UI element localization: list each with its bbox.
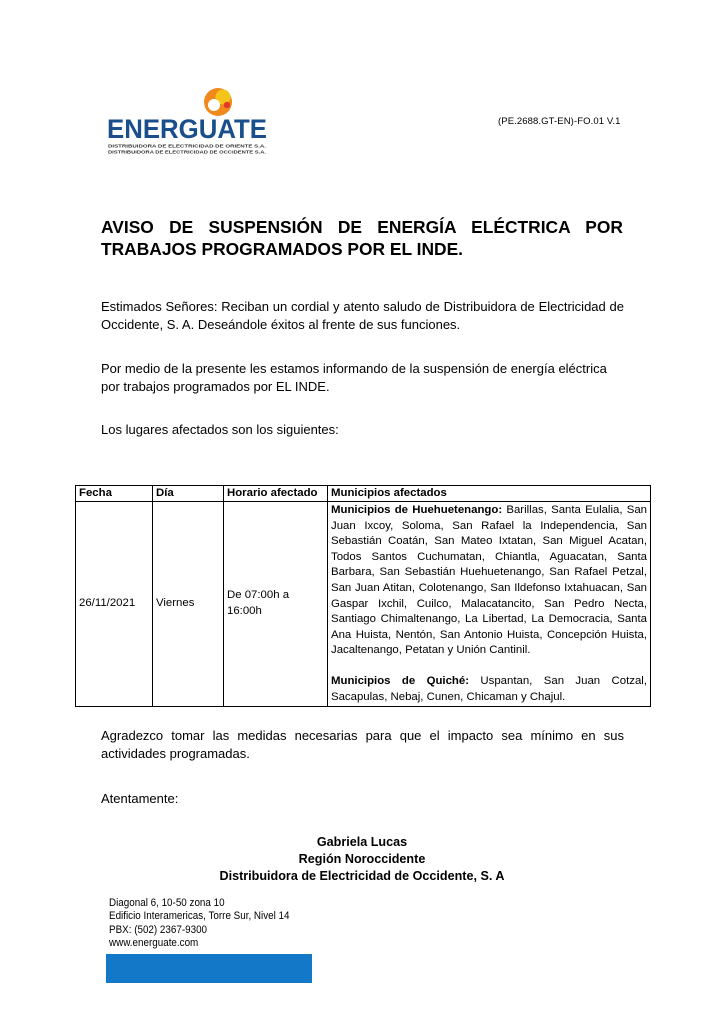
logo-subtitle-oriente: DISTRIBUIDORA DE ELECTRICIDAD DE ORIENTE S.A. xyxy=(108,143,266,149)
footer-color-bar xyxy=(106,954,312,983)
cell-day: Viernes xyxy=(153,502,224,707)
address-street: Diagonal 6, 10-50 zona 10 xyxy=(109,897,225,909)
huehuetenango-label: Municipios de Huehuetenango: xyxy=(331,504,503,516)
header-date: Fecha xyxy=(76,486,153,502)
signatory-company: Distribuidora de Electricidad de Occidente, S. A xyxy=(219,869,505,883)
header-schedule: Horario afectado xyxy=(224,486,328,502)
closing-paragraph: Agradezco tomar las medidas necesarias para que el impacto sea mínimo en sus actividades programadas. xyxy=(101,728,624,761)
huehuetenango-municipalities xyxy=(331,503,647,659)
sign-off: Atentamente: xyxy=(101,791,179,806)
header-municipalities: Municipios afectados xyxy=(328,486,651,502)
signatory-region: Región Noroccidente xyxy=(298,852,426,866)
logo-brand-name: ENERGUATE xyxy=(107,114,267,144)
cell-municipalities xyxy=(328,502,651,707)
header-day: Día xyxy=(153,486,224,502)
cell-date: 26/11/2021 xyxy=(76,502,153,707)
logo-sun-white-icon xyxy=(208,99,220,111)
signature-block xyxy=(140,834,584,885)
logo-graphic xyxy=(106,86,276,162)
table-row xyxy=(76,502,651,707)
logo-sun-red-icon xyxy=(224,102,230,108)
page-title: AVISO DE SUSPENSIÓN DE ENERGÍA ELÉCTRICA POR TRABAJOS PROGRAMADOS POR EL INDE. xyxy=(101,217,623,259)
quiche-list: Uspantan, San Juan Cotzal, Sacapulas, Nebaj, Cunen, Chicaman y Chajul. xyxy=(331,674,647,703)
signatory-name: Gabriela Lucas xyxy=(316,835,408,849)
address-website: www.energuate.com xyxy=(109,937,199,950)
affected-places-intro: Los lugares afectados son los siguientes: xyxy=(101,422,339,437)
outage-table xyxy=(75,485,651,707)
greeting-paragraph: Estimados Señores: Reciban un cordial y atento saludo de Distribuidora de Electricidad de Occidente, S. A. Deseándole éxitos al frente de sus funciones. xyxy=(101,299,624,332)
document-code: (PE.2688.GT-EN)-FO.01 V.1 xyxy=(498,116,621,127)
quiche-municipalities xyxy=(331,674,647,705)
huehuetenango-list: Barillas, Santa Eulalia, San Juan Ixcoy, Soloma, San Rafael la Independencia, San Sebastián Coatán, San Mateo Ixtatan, San Miguel Acatan, Todos Santos Cuchumatan, Chiantla, Aguacatan, Santa Barbara, San Sebastián Huehuetenango, San Rafael Petzal, San Juan Atitan, Colotenango, San Ildefonso Ixtahuacan, San Gaspar Ixchil, Cuilco, Malacatancito, San Pedro Necta, Santiago Chimaltenango, La Libertad, La Democracia, Santa Ana Huista, Nentón, San Antonio Huista, Concepción Huista, Jacaltenango, Petatan y Unión Cantinil. xyxy=(331,504,648,657)
cell-schedule: De 07:00h a 16:00h xyxy=(224,502,328,707)
table-header-row xyxy=(76,486,651,502)
quiche-label: Municipios de Quiché: xyxy=(331,674,469,687)
paragraph-spacer xyxy=(331,659,647,674)
energuate-logo xyxy=(106,86,276,162)
address-block xyxy=(109,897,290,951)
intro-paragraph: Por medio de la presente les estamos informando de la suspensión de energía eléctrica por trabajos programados por EL INDE. xyxy=(101,361,607,394)
address-phone: PBX: (502) 2367-9300 xyxy=(109,923,208,936)
logo-subtitle-occidente: DISTRIBUIDORA DE ELECTRICIDAD DE OCCIDENTE S.A. xyxy=(108,149,266,155)
address-building: Edificio Interamericas, Torre Sur, Nivel 14 xyxy=(109,910,290,923)
